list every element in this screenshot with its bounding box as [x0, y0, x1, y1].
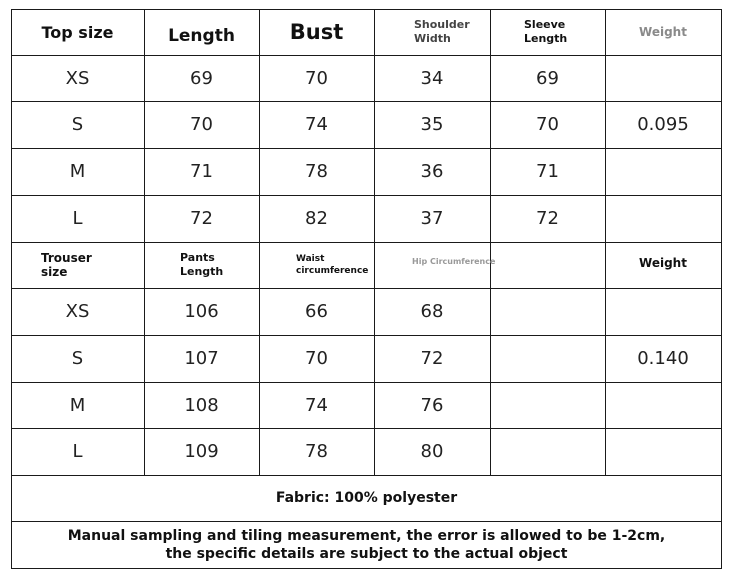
top-row-m-size: M [69, 161, 86, 182]
header-hip-circumference [374, 242, 496, 288]
grid-line [11, 568, 722, 569]
trouser-row-xs-waist: 66 [305, 301, 328, 322]
trouser-row-s-waist: 70 [305, 348, 328, 369]
top-row-l-sleeve: 72 [536, 208, 559, 229]
trouser-weight-value: 0.140 [637, 348, 689, 369]
header-waist-line2: circumference [296, 266, 369, 276]
header-sleeve-length [490, 9, 605, 55]
top-row-m-sleeve: 71 [536, 161, 559, 182]
trouser-row-m-waist: 74 [305, 394, 328, 416]
header-shoulder-line1: Shoulder [414, 18, 470, 31]
header-hip-label: Hip Circumference [412, 257, 496, 266]
header-trouser-line1: Trouser [41, 251, 92, 265]
top-row-xs-bust: 70 [305, 67, 328, 89]
measurement-note-line1: Manual sampling and tiling measurement, the error is allowed to be 1-2cm, [67, 527, 666, 544]
top-row-xs-shoulder: 34 [420, 67, 444, 89]
top-row-s-length: 70 [190, 114, 213, 135]
trouser-row-l-size: L [72, 441, 83, 462]
header-shoulder-width [374, 9, 490, 55]
header-waist-line1: Waist [296, 254, 325, 264]
size-chart [11, 9, 722, 569]
top-row-l-size: L [72, 208, 83, 229]
trouser-row-s-hip: 72 [420, 348, 444, 369]
header-pants-line1: Pants [180, 251, 215, 264]
header-pants-length [144, 242, 259, 288]
header-shoulder-line2: Width [414, 32, 451, 45]
trouser-row-l-waist: 78 [305, 441, 328, 462]
trouser-row-m-hip: 76 [420, 394, 444, 416]
trouser-row-l-hip: 80 [420, 441, 444, 462]
fabric-note: Fabric: 100% polyester [275, 490, 458, 506]
measurement-note-line2: the specific details are subject to the actual object [165, 545, 568, 562]
top-row-xs-sleeve: 69 [536, 67, 559, 89]
trouser-row-l-pants: 109 [184, 441, 219, 462]
header-pants-line2: Length [180, 265, 224, 278]
header-trouser-size [11, 242, 144, 288]
trouser-row-s-pants: 107 [184, 348, 219, 369]
trouser-row-m-pants: 108 [184, 394, 219, 416]
measurement-note [11, 521, 722, 568]
trouser-row-xs-size: XS [65, 301, 90, 322]
header-waist-circumference [259, 242, 374, 288]
trouser-row-s-size: S [71, 348, 84, 369]
top-row-m-shoulder: 36 [420, 161, 444, 182]
top-row-s-sleeve: 70 [536, 114, 559, 135]
top-row-m-length: 71 [190, 161, 213, 182]
trouser-row-xs-hip: 68 [420, 301, 444, 322]
header-trouser-line2: size [41, 265, 68, 279]
top-row-s-size: S [71, 114, 84, 135]
top-row-s-shoulder: 35 [420, 114, 444, 135]
header-length: Length [168, 26, 235, 46]
header-sleeve-line2: Length [524, 32, 568, 45]
header-top-size: Top size [41, 22, 114, 42]
top-row-l-shoulder: 37 [420, 208, 444, 229]
top-row-xs-size: XS [65, 67, 90, 89]
header-sleeve-line1: Sleeve [524, 18, 566, 31]
top-row-m-bust: 78 [305, 161, 328, 182]
header-bust: Bust [289, 20, 344, 44]
top-row-l-length: 72 [190, 208, 213, 229]
top-row-l-bust: 82 [305, 208, 328, 229]
trouser-row-xs-pants: 106 [184, 301, 219, 322]
trouser-row-m-size: M [69, 394, 86, 416]
top-row-xs-length: 69 [190, 67, 213, 89]
top-row-s-bust: 74 [305, 114, 328, 135]
top-weight-value: 0.095 [637, 114, 689, 135]
header-trouser-weight: Weight [639, 256, 687, 270]
header-weight: Weight [639, 25, 687, 39]
